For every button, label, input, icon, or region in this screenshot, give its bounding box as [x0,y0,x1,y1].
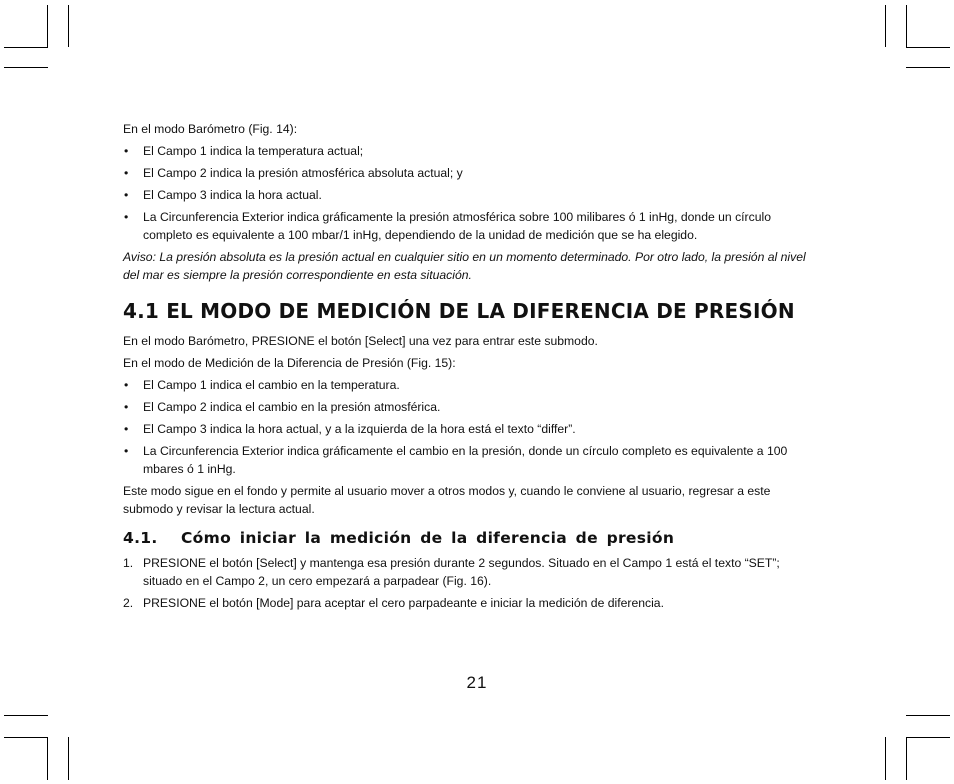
crop-mark [4,737,48,738]
section-paragraph: En el modo de Medición de la Diferencia de Presión (Fig. 15): [123,356,456,370]
list-item [123,554,820,590]
subsection-heading [123,528,820,548]
list-item-text: El Campo 1 indica la temperatura actual; [143,144,364,158]
bullet-mark: • [124,422,129,436]
section-paragraph: Este modo sigue en el fondo y permite al usuario mover a otros modos y, cuando le conviene al usuario, regresar a este submodo y revisar la lectura actual. [123,484,771,516]
bullet-mark: • [124,210,129,224]
section-heading: 4.1 EL MODO DE MEDICIÓN DE LA DIFERENCIA DE PRESIÓN [123,299,795,323]
page-content [123,120,820,616]
crop-mark [906,715,950,716]
list-item-text: El Campo 2 indica el cambio en la presión atmosférica. [143,400,441,414]
step-text: PRESIONE el botón [Select] y mantenga esa presión durante 2 segundos. Situado en el Campo 1 está el texto “SET”; situado en el Campo 2, un cero empezará a parpadear (Fig. 16). [143,556,780,588]
crop-mark [885,5,886,47]
subsection-title: Cómo iniciar la medición de la diferencia de presión [181,529,675,547]
step-marker: 2. [123,596,134,610]
crop-mark [906,67,950,68]
bullet-mark: • [124,444,129,458]
crop-mark [906,737,950,738]
list-item [123,420,820,438]
steps-list [123,554,820,612]
list-item-text: La Circunferencia Exterior indica gráficamente el cambio en la presión, donde un círculo completo es equivalente a 100 mbares ó 1 inHg. [143,444,788,476]
bullet-mark: • [124,378,129,392]
crop-mark [906,737,907,780]
crop-mark [47,5,48,47]
bullet-mark: • [124,188,129,202]
intro-text: En el modo Barómetro (Fig. 14): [123,122,298,136]
crop-mark [47,737,48,780]
list-item [123,164,820,182]
difference-bullet-list [123,376,820,478]
list-item-text: El Campo 3 indica la hora actual, y a la izquierda de la hora está el texto “differ”. [143,422,576,436]
list-item [123,398,820,416]
crop-mark [68,5,69,47]
list-item-text: El Campo 3 indica la hora actual. [143,188,322,202]
list-item-text: El Campo 2 indica la presión atmosférica absoluta actual; y [143,166,463,180]
step-marker: 1. [123,556,134,570]
list-item [123,142,820,160]
bullet-mark: • [124,400,129,414]
step-text: PRESIONE el botón [Mode] para aceptar el cero parpadeante e iniciar la medición de diferencia. [143,596,664,610]
list-item [123,376,820,394]
subsection-number: 4.1. [123,529,158,547]
crop-mark [4,47,48,48]
bullet-mark: • [124,144,129,158]
section-paragraph: En el modo Barómetro, PRESIONE el botón [Select] una vez para entrar este submodo. [123,334,598,348]
list-item [123,208,820,244]
crop-mark [906,5,907,47]
crop-mark [4,715,48,716]
note-text: Aviso: La presión absoluta es la presión actual en cualquier sitio en un momento determinado. Por otro lado, la presión al nivel del mar es siempre la presión correspondiente en esta situación. [123,250,806,282]
crop-mark [68,737,69,780]
list-item [123,186,820,204]
bullet-mark: • [124,166,129,180]
crop-mark [885,737,886,780]
list-item [123,442,820,478]
page-number: 21 [466,673,488,692]
barometer-bullet-list [123,142,820,244]
list-item [123,594,820,612]
crop-mark [4,67,48,68]
list-item-text: El Campo 1 indica el cambio en la temperatura. [143,378,400,392]
crop-mark [906,47,950,48]
list-item-text: La Circunferencia Exterior indica gráficamente la presión atmosférica sobre 100 milibares ó 1 inHg, donde un círculo completo es equivalente a 100 mbar/1 inHg, dependiendo de la unidad de medición que se ha elegido. [143,210,771,242]
